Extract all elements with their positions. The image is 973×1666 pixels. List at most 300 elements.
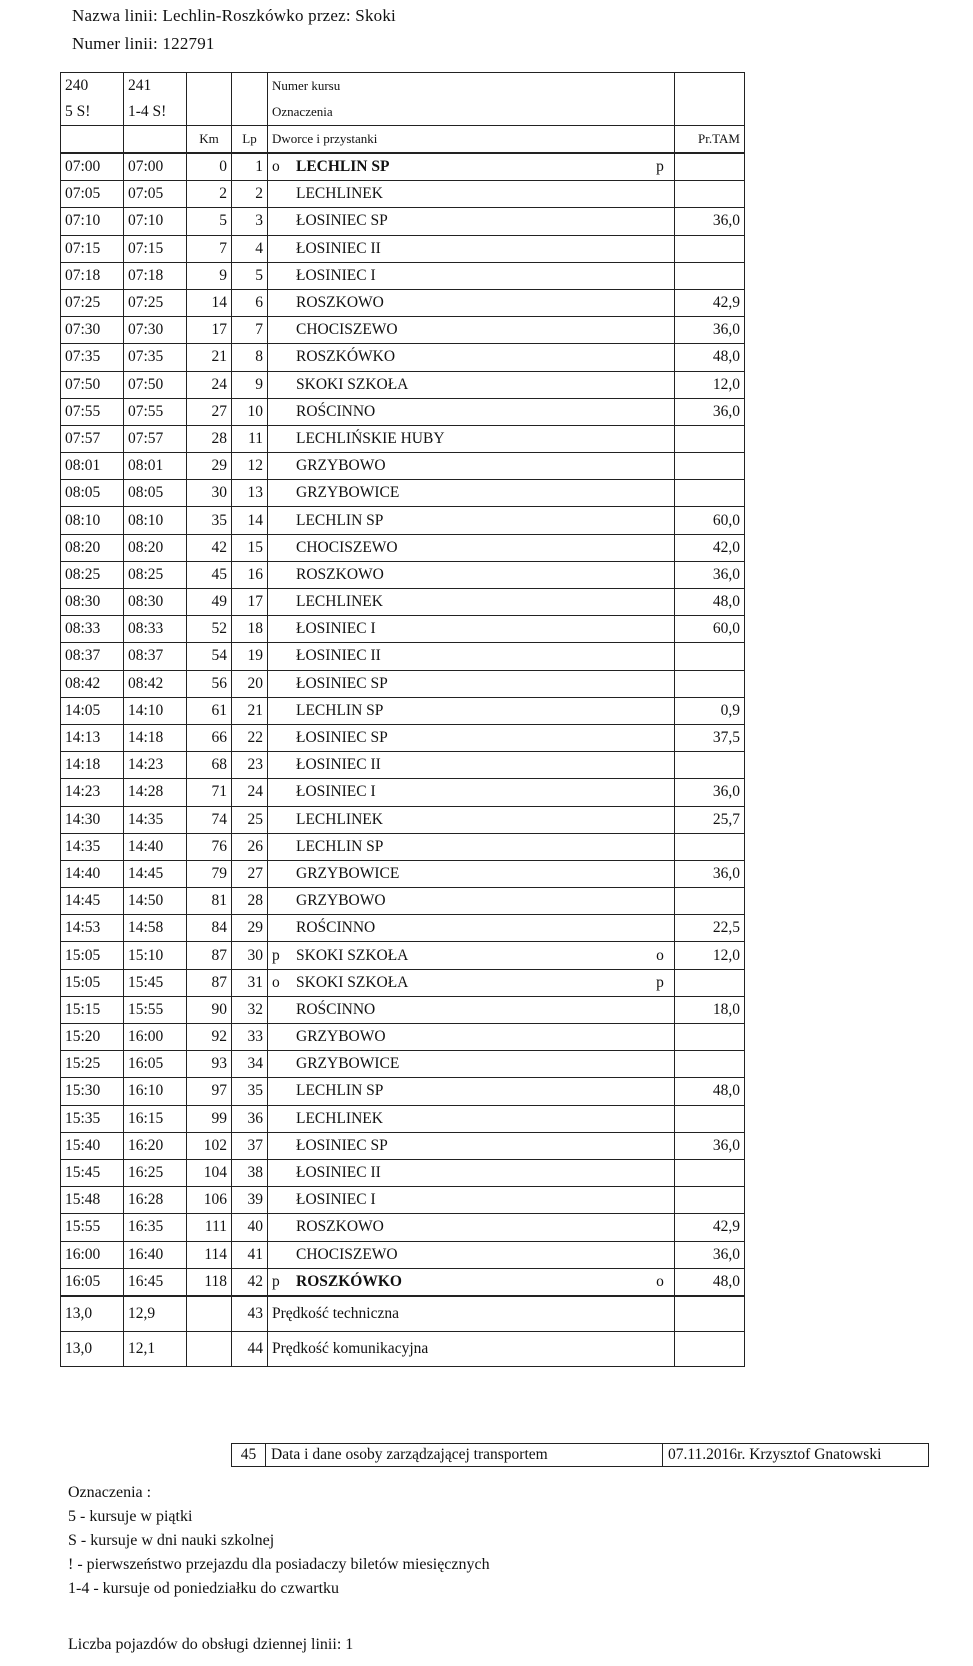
km-value: 90: [187, 996, 232, 1023]
stop-cell: [268, 616, 675, 643]
lp-value: 26: [232, 833, 268, 860]
stop-row: [61, 1051, 745, 1078]
km-value: 45: [187, 561, 232, 588]
tech-speed-1: 13,0: [61, 1296, 124, 1332]
manager-value: 07.11.2016r. Krzysztof Gnatowski: [663, 1444, 929, 1467]
course-number-2: 241: [124, 73, 187, 100]
lp-value: 31: [232, 969, 268, 996]
km-value: 102: [187, 1132, 232, 1159]
lp-value: 10: [232, 398, 268, 425]
km-value: 28: [187, 425, 232, 452]
departure-time-240: 15:45: [61, 1159, 124, 1186]
departure-time-241: 07:15: [124, 235, 187, 262]
lp-value: 11: [232, 425, 268, 452]
departure-time-240: 08:01: [61, 453, 124, 480]
km-value: 74: [187, 806, 232, 833]
lp-value: 8: [232, 344, 268, 371]
stop-cell: [268, 534, 675, 561]
stop-row: [61, 616, 745, 643]
stop-cell: [268, 181, 675, 208]
tam-value: [675, 670, 745, 697]
departure-time-240: 15:40: [61, 1132, 124, 1159]
stop-row: [61, 1132, 745, 1159]
km-value: 5: [187, 208, 232, 235]
lp-value: 9: [232, 371, 268, 398]
tam-value: 48,0: [675, 589, 745, 616]
tech-speed-lp: 43: [232, 1296, 268, 1332]
stop-name: LECHLIN SP: [296, 701, 384, 719]
departure-time-241: 08:33: [124, 616, 187, 643]
col-tam: Pr.TAM: [675, 126, 745, 154]
departure-time-241: 16:45: [124, 1268, 187, 1296]
stop-row: [61, 1105, 745, 1132]
tech-speed-label: Prędkość techniczna: [268, 1296, 675, 1332]
legend-item: ! - pierwszeństwo przejazdu dla posiadaczy biletów miesięcznych: [68, 1556, 490, 1573]
tam-value: 37,5: [675, 724, 745, 751]
stop-row: [61, 996, 745, 1023]
lp-value: 5: [232, 262, 268, 289]
departure-time-240: 14:18: [61, 752, 124, 779]
km-value: 27: [187, 398, 232, 425]
km-value: 35: [187, 507, 232, 534]
stop-name: GRZYBOWO: [296, 1028, 386, 1046]
departure-time-241: 08:25: [124, 561, 187, 588]
departure-time-240: 15:48: [61, 1187, 124, 1214]
departure-time-240: 08:33: [61, 616, 124, 643]
km-value: 56: [187, 670, 232, 697]
timetable: [60, 72, 745, 1367]
tam-value: 42,9: [675, 289, 745, 316]
tech-speed-row: [61, 1296, 745, 1332]
stop-suffix-mark: o: [656, 1272, 664, 1290]
km-value: 118: [187, 1268, 232, 1296]
departure-time-240: 07:05: [61, 181, 124, 208]
departure-time-241: 14:58: [124, 915, 187, 942]
stop-cell: [268, 589, 675, 616]
stop-name: ŁOSINIEC I: [296, 1191, 376, 1209]
stop-row: [61, 779, 745, 806]
km-value: 87: [187, 969, 232, 996]
stop-name: ŁOSINIEC II: [296, 756, 381, 774]
departure-time-240: 07:10: [61, 208, 124, 235]
tam-value: [675, 453, 745, 480]
departure-time-240: 15:55: [61, 1214, 124, 1241]
stop-cell: [268, 371, 675, 398]
departure-time-240: 07:35: [61, 344, 124, 371]
lp-value: 2: [232, 181, 268, 208]
stop-cell: [268, 670, 675, 697]
km-value: 68: [187, 752, 232, 779]
departure-time-240: 14:05: [61, 697, 124, 724]
departure-time-241: 16:15: [124, 1105, 187, 1132]
lp-value: 12: [232, 453, 268, 480]
stop-prefix-mark: o: [272, 973, 280, 991]
stop-name: CHOCISZEWO: [296, 1245, 398, 1263]
stop-name: LECHLIN SP: [296, 1082, 384, 1100]
manager-label: Data i dane osoby zarządzającej transportem: [266, 1444, 663, 1467]
stop-row: [61, 1024, 745, 1051]
stop-name: ŁOSINIEC SP: [296, 1136, 388, 1154]
course-marks-label: Oznaczenia: [268, 99, 675, 126]
stop-name: ŁOSINIEC II: [296, 239, 381, 257]
departure-time-240: 07:57: [61, 425, 124, 452]
km-value: 99: [187, 1105, 232, 1132]
stop-name: GRZYBOWICE: [296, 1055, 400, 1073]
departure-time-240: 08:20: [61, 534, 124, 561]
departure-time-241: 07:50: [124, 371, 187, 398]
lp-value: 13: [232, 480, 268, 507]
tam-value: 36,0: [675, 398, 745, 425]
stop-name: LECHLIN SP: [296, 158, 390, 176]
stop-cell: [268, 1132, 675, 1159]
departure-time-241: 08:10: [124, 507, 187, 534]
km-value: 42: [187, 534, 232, 561]
lp-value: 41: [232, 1241, 268, 1268]
departure-time-240: 08:10: [61, 507, 124, 534]
stop-row: [61, 806, 745, 833]
stop-row: [61, 915, 745, 942]
km-value: 2: [187, 181, 232, 208]
stop-name: ŁOSINIEC SP: [296, 729, 388, 747]
departure-time-241: 07:57: [124, 425, 187, 452]
tam-value: [675, 1051, 745, 1078]
km-value: 84: [187, 915, 232, 942]
departure-time-241: 08:37: [124, 643, 187, 670]
departure-time-241: 07:18: [124, 262, 187, 289]
stop-row: [61, 724, 745, 751]
comm-speed-2: 12,1: [124, 1331, 187, 1366]
manager-row: [232, 1444, 929, 1467]
tam-value: 60,0: [675, 507, 745, 534]
stop-name: ROSZKOWO: [296, 294, 384, 312]
course-marks-1: 5 S!: [61, 99, 124, 126]
stop-cell: [268, 507, 675, 534]
stop-name: ŁOSINIEC SP: [296, 674, 388, 692]
stop-cell: [268, 1241, 675, 1268]
departure-time-241: 16:40: [124, 1241, 187, 1268]
stop-suffix-mark: p: [656, 158, 664, 176]
departure-time-240: 15:05: [61, 969, 124, 996]
departure-time-241: 08:05: [124, 480, 187, 507]
lp-value: 16: [232, 561, 268, 588]
lp-value: 21: [232, 697, 268, 724]
vehicle-count: Liczba pojazdów do obsługi dziennej linii: 1: [68, 1636, 354, 1653]
column-header-row: [61, 126, 745, 154]
lp-value: 18: [232, 616, 268, 643]
tam-value: 36,0: [675, 860, 745, 887]
stop-prefix-mark: p: [272, 946, 280, 964]
stop-cell: [268, 643, 675, 670]
km-value: 49: [187, 589, 232, 616]
stop-cell: [268, 888, 675, 915]
lp-value: 40: [232, 1214, 268, 1241]
tam-value: [675, 425, 745, 452]
stop-name: LECHLIŃSKIE HUBY: [296, 429, 445, 447]
departure-time-241: 14:10: [124, 697, 187, 724]
km-value: 79: [187, 860, 232, 887]
course-number-label: Numer kursu: [268, 73, 675, 100]
lp-value: 17: [232, 589, 268, 616]
km-value: 97: [187, 1078, 232, 1105]
course-number-1: 240: [61, 73, 124, 100]
departure-time-241: 07:30: [124, 317, 187, 344]
stop-row: [61, 833, 745, 860]
lp-value: 6: [232, 289, 268, 316]
lp-value: 36: [232, 1105, 268, 1132]
stop-name: CHOCISZEWO: [296, 538, 398, 556]
tam-value: [675, 235, 745, 262]
departure-time-241: 14:40: [124, 833, 187, 860]
stop-name: SKOKI SZKOŁA: [296, 973, 409, 991]
stop-row: [61, 398, 745, 425]
stop-row: [61, 534, 745, 561]
stop-name: ŁOSINIEC I: [296, 620, 376, 638]
stop-cell: [268, 779, 675, 806]
stop-name: ROSZKOWO: [296, 1218, 384, 1236]
stop-name: ŁOSINIEC II: [296, 1164, 381, 1182]
tam-value: [675, 833, 745, 860]
tam-value: 60,0: [675, 616, 745, 643]
lp-value: 33: [232, 1024, 268, 1051]
departure-time-241: 07:10: [124, 208, 187, 235]
stop-cell: [268, 1051, 675, 1078]
stop-name: LECHLIN SP: [296, 837, 384, 855]
tam-value: 48,0: [675, 1078, 745, 1105]
tam-value: 12,0: [675, 371, 745, 398]
stop-cell: [268, 724, 675, 751]
stop-row: [61, 425, 745, 452]
stop-name: SKOKI SZKOŁA: [296, 946, 409, 964]
departure-time-241: 08:42: [124, 670, 187, 697]
stop-row: [61, 289, 745, 316]
lp-value: 32: [232, 996, 268, 1023]
stop-row: [61, 969, 745, 996]
km-value: 93: [187, 1051, 232, 1078]
departure-time-241: 15:45: [124, 969, 187, 996]
departure-time-241: 07:05: [124, 181, 187, 208]
course-number-row: [61, 73, 745, 100]
departure-time-241: 07:35: [124, 344, 187, 371]
lp-value: 30: [232, 942, 268, 969]
km-value: 30: [187, 480, 232, 507]
stop-cell: [268, 1187, 675, 1214]
legend-item: 5 - kursuje w piątki: [68, 1508, 193, 1525]
stop-row: [61, 235, 745, 262]
lp-value: 1: [232, 153, 268, 181]
tech-speed-2: 12,9: [124, 1296, 187, 1332]
departure-time-241: 14:45: [124, 860, 187, 887]
departure-time-241: 07:00: [124, 153, 187, 181]
departure-time-240: 08:25: [61, 561, 124, 588]
stop-row: [61, 942, 745, 969]
km-value: 54: [187, 643, 232, 670]
km-value: 21: [187, 344, 232, 371]
stop-cell: [268, 208, 675, 235]
departure-time-240: 15:05: [61, 942, 124, 969]
stop-name: LECHLINEK: [296, 810, 383, 828]
course-marks-2: 1-4 S!: [124, 99, 187, 126]
km-value: 111: [187, 1214, 232, 1241]
departure-time-240: 14:23: [61, 779, 124, 806]
lp-value: 34: [232, 1051, 268, 1078]
stop-name: GRZYBOWICE: [296, 484, 400, 502]
stop-prefix-mark: o: [272, 158, 280, 176]
stop-name: ROŚCINNO: [296, 919, 376, 937]
stop-cell: [268, 915, 675, 942]
tam-value: 36,0: [675, 208, 745, 235]
departure-time-240: 08:37: [61, 643, 124, 670]
departure-time-240: 16:05: [61, 1268, 124, 1296]
tam-value: 42,0: [675, 534, 745, 561]
km-value: 24: [187, 371, 232, 398]
departure-time-240: 07:25: [61, 289, 124, 316]
legend-item: S - kursuje w dni nauki szkolnej: [68, 1532, 275, 1549]
manager-lp: 45: [232, 1444, 266, 1467]
stop-cell: [268, 317, 675, 344]
departure-time-241: 16:28: [124, 1187, 187, 1214]
lp-value: 14: [232, 507, 268, 534]
departure-time-240: 14:40: [61, 860, 124, 887]
stop-cell: [268, 561, 675, 588]
stop-cell: [268, 1214, 675, 1241]
tam-value: [675, 181, 745, 208]
stop-name: ROŚCINNO: [296, 1000, 376, 1018]
stop-row: [61, 888, 745, 915]
stop-cell: [268, 425, 675, 452]
stop-suffix-mark: p: [656, 973, 664, 991]
comm-speed-1: 13,0: [61, 1331, 124, 1366]
stop-cell: [268, 1159, 675, 1186]
stop-name: LECHLINEK: [296, 1109, 383, 1127]
departure-time-241: 14:35: [124, 806, 187, 833]
stop-cell: [268, 833, 675, 860]
stop-cell: [268, 752, 675, 779]
stop-cell: [268, 942, 675, 969]
stop-row: [61, 371, 745, 398]
tam-value: [675, 1159, 745, 1186]
departure-time-241: 08:30: [124, 589, 187, 616]
stop-cell: [268, 860, 675, 887]
stop-row: [61, 507, 745, 534]
departure-time-241: 14:28: [124, 779, 187, 806]
departure-time-241: 14:50: [124, 888, 187, 915]
stop-cell: [268, 996, 675, 1023]
stop-row: [61, 1241, 745, 1268]
stop-name: GRZYBOWO: [296, 457, 386, 475]
km-value: 81: [187, 888, 232, 915]
lp-value: 22: [232, 724, 268, 751]
stop-row: [61, 480, 745, 507]
stop-name: LECHLINEK: [296, 593, 383, 611]
stop-cell: [268, 697, 675, 724]
departure-time-241: 16:20: [124, 1132, 187, 1159]
line-name: Nazwa linii: Lechlin-Roszkówko przez: Skoki: [72, 6, 396, 25]
stop-cell: [268, 235, 675, 262]
tam-value: 25,7: [675, 806, 745, 833]
stop-name: ŁOSINIEC SP: [296, 212, 388, 230]
departure-time-241: 14:23: [124, 752, 187, 779]
line-number: Numer linii: 122791: [72, 34, 215, 53]
course-marks-row: [61, 99, 745, 126]
stop-row: [61, 1159, 745, 1186]
tam-value: [675, 262, 745, 289]
stop-row: [61, 670, 745, 697]
col-km: Km: [187, 126, 232, 154]
departure-time-241: 15:10: [124, 942, 187, 969]
stop-name: ROSZKOWO: [296, 565, 384, 583]
tam-value: [675, 153, 745, 181]
departure-time-240: 07:50: [61, 371, 124, 398]
lp-value: 27: [232, 860, 268, 887]
tam-value: 0,9: [675, 697, 745, 724]
tam-value: 22,5: [675, 915, 745, 942]
stop-row: [61, 589, 745, 616]
lp-value: 23: [232, 752, 268, 779]
stop-row: [61, 697, 745, 724]
tam-value: [675, 752, 745, 779]
tam-value: 36,0: [675, 779, 745, 806]
stop-name: SKOKI SZKOŁA: [296, 375, 409, 393]
departure-time-241: 16:35: [124, 1214, 187, 1241]
departure-time-240: 14:45: [61, 888, 124, 915]
stop-cell: [268, 398, 675, 425]
col-stops: Dworce i przystanki: [268, 126, 675, 154]
comm-speed-label: Prędkość komunikacyjna: [268, 1331, 675, 1366]
stop-name: ŁOSINIEC I: [296, 783, 376, 801]
stop-row: [61, 643, 745, 670]
departure-time-240: 14:53: [61, 915, 124, 942]
departure-time-240: 15:35: [61, 1105, 124, 1132]
departure-time-240: 08:05: [61, 480, 124, 507]
stop-rows: [61, 153, 745, 1296]
tam-value: [675, 1105, 745, 1132]
comm-speed-row: [61, 1331, 745, 1366]
lp-value: 29: [232, 915, 268, 942]
km-value: 29: [187, 453, 232, 480]
stop-cell: [268, 153, 675, 181]
departure-time-240: 15:25: [61, 1051, 124, 1078]
tam-value: 48,0: [675, 1268, 745, 1296]
departure-time-240: 15:30: [61, 1078, 124, 1105]
lp-value: 20: [232, 670, 268, 697]
departure-time-240: 07:18: [61, 262, 124, 289]
stop-cell: [268, 1105, 675, 1132]
stop-row: [61, 1187, 745, 1214]
comm-speed-lp: 44: [232, 1331, 268, 1366]
stop-row: [61, 181, 745, 208]
lp-value: 7: [232, 317, 268, 344]
km-value: 66: [187, 724, 232, 751]
tam-value: 42,9: [675, 1214, 745, 1241]
tam-value: 48,0: [675, 344, 745, 371]
lp-value: 19: [232, 643, 268, 670]
km-value: 87: [187, 942, 232, 969]
stop-row: [61, 153, 745, 181]
km-value: 114: [187, 1241, 232, 1268]
departure-time-241: 16:00: [124, 1024, 187, 1051]
departure-time-241: 14:18: [124, 724, 187, 751]
stop-cell: [268, 453, 675, 480]
stop-name: LECHLIN SP: [296, 511, 384, 529]
stop-row: [61, 453, 745, 480]
km-value: 17: [187, 317, 232, 344]
stop-cell: [268, 1078, 675, 1105]
tam-value: [675, 969, 745, 996]
departure-time-240: 08:42: [61, 670, 124, 697]
km-value: 106: [187, 1187, 232, 1214]
km-value: 0: [187, 153, 232, 181]
departure-time-241: 07:25: [124, 289, 187, 316]
